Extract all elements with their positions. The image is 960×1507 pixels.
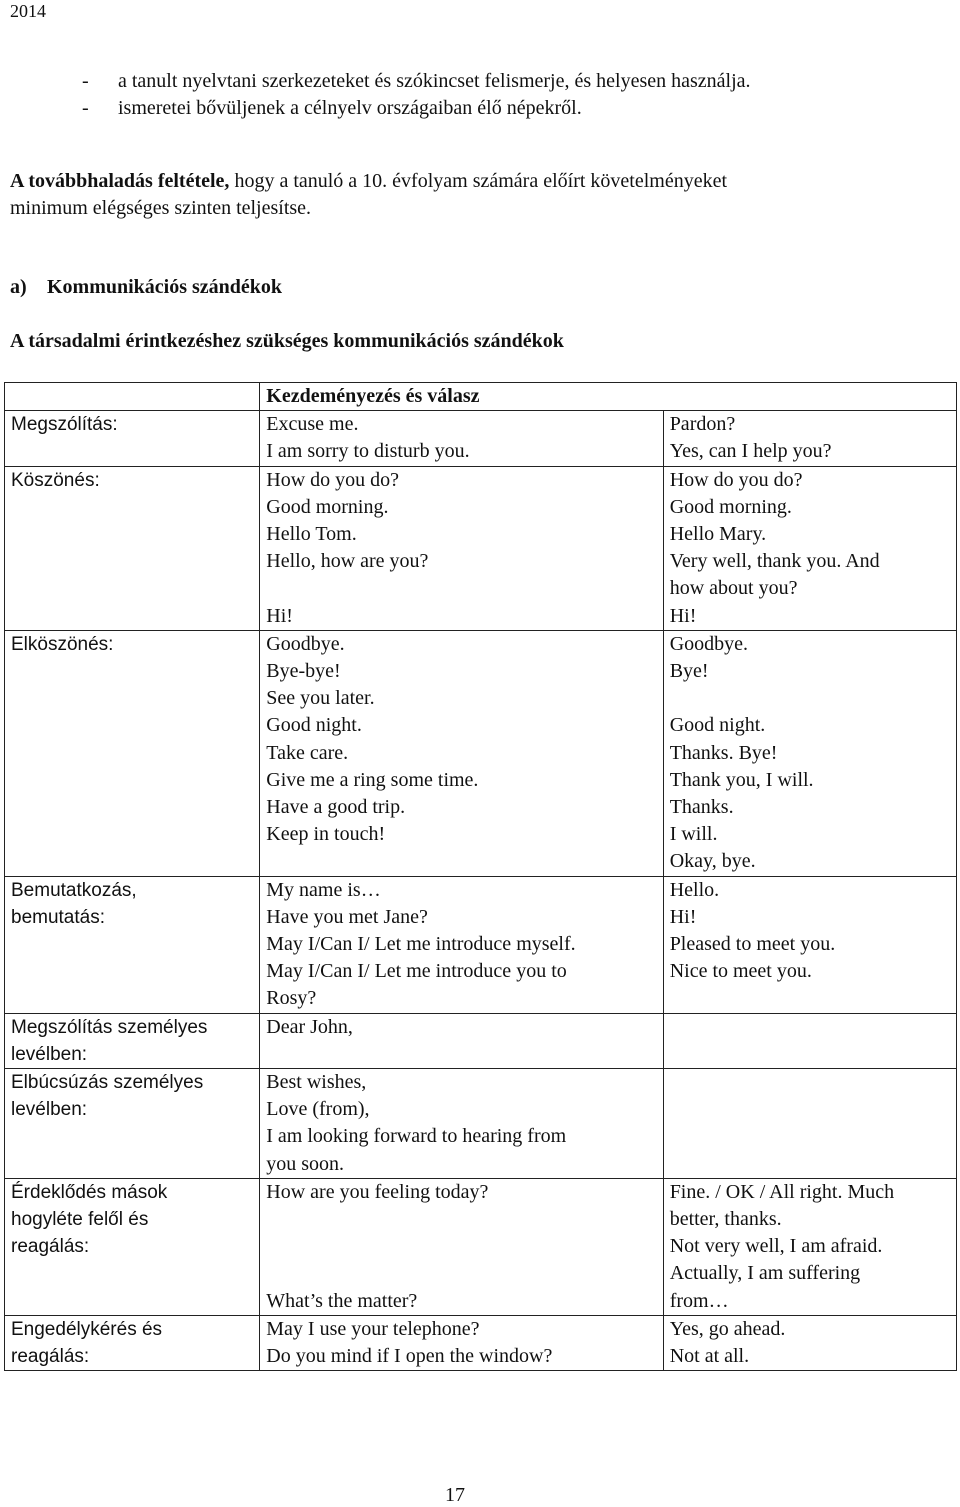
intent-label-cell <box>5 466 260 630</box>
table-row <box>5 1013 957 1068</box>
response-cell <box>663 1178 956 1315</box>
response-line: Yes, can I help you? <box>669 440 832 463</box>
initiation-cell <box>260 1013 663 1068</box>
initiation-line: Goodbye. <box>266 632 345 655</box>
response-cell <box>663 630 956 876</box>
response-line: Good night. <box>669 714 766 737</box>
initiation-line: Do you mind if I open the window? <box>266 1345 553 1368</box>
response-line: Very well, thank you. And <box>669 550 880 573</box>
bullet-dash: - <box>82 70 89 92</box>
table-header-row <box>5 383 957 411</box>
initiation-line: Best wishes, <box>266 1071 367 1094</box>
initiation-cell <box>260 876 663 1013</box>
initiation-line: What’s the matter? <box>266 1289 418 1312</box>
initiation-line: Take care. <box>266 741 349 764</box>
requirement-text-1: hogy a tanuló a 10. évfolyam számára előírt követelményeket <box>229 170 728 192</box>
intent-label-line: Érdeklődés mások <box>11 1181 168 1203</box>
initiation-line: Good morning. <box>266 495 389 518</box>
section-number: a) <box>10 276 27 298</box>
initiation-line: Bye-bye! <box>266 660 341 683</box>
intent-label-cell <box>5 1069 260 1179</box>
response-line: Hi! <box>669 604 697 627</box>
initiation-line: Keep in touch! <box>266 823 386 846</box>
response-line: Good morning. <box>669 495 792 518</box>
initiation-line <box>266 848 656 875</box>
initiation-cell <box>260 1069 663 1179</box>
table-row <box>5 411 957 466</box>
initiation-line: May I/Can I/ Let me introduce you to <box>266 960 567 983</box>
initiation-cell <box>260 1178 663 1315</box>
requirement-text-2: minimum elégséges szinten teljesítse. <box>10 197 312 219</box>
intent-label-line: reagálás: <box>11 1346 90 1368</box>
intent-label-line: bemutatás: <box>11 906 105 928</box>
initiation-line <box>266 1260 656 1287</box>
intent-label-line: Megszólítás: <box>11 414 118 436</box>
initiation-line <box>266 1206 656 1233</box>
intent-label-line: Elbúcsúzás személyes <box>11 1072 204 1094</box>
section-subtitle: A társadalmi érintkezéshez szükséges kommunikációs szándékok <box>10 330 564 352</box>
initiation-line: Hello Tom. <box>266 523 357 546</box>
intent-label-line: Elköszönés: <box>11 633 114 655</box>
initiation-cell <box>260 630 663 876</box>
table-header-cell <box>260 383 957 411</box>
intent-label-cell <box>5 411 260 466</box>
response-cell <box>663 411 956 466</box>
initiation-line <box>266 1233 656 1260</box>
intent-label-cell <box>5 876 260 1013</box>
response-line: Actually, I am suffering <box>669 1262 861 1285</box>
response-line: Goodbye. <box>669 632 749 655</box>
initiation-line: Hi! <box>266 604 293 627</box>
response-line: Thanks. Bye! <box>669 741 778 764</box>
initiation-line: I am sorry to disturb you. <box>266 440 470 463</box>
section-title: Kommunikációs szándékok <box>47 276 283 298</box>
initiation-line: Dear John, <box>266 1015 353 1038</box>
response-line: Not at all. <box>669 1345 750 1368</box>
list-item-text: a tanult nyelvtani szerkezeteket és szókincset felismerje, és helyesen használja. <box>118 70 751 92</box>
intent-label-line: levélben: <box>11 1043 88 1065</box>
initiation-line: Good night. <box>266 714 362 737</box>
list-item <box>82 95 751 122</box>
intent-label-line: Bemutatkozás, <box>11 879 137 901</box>
initiation-line: you soon. <box>266 1152 345 1175</box>
table-row <box>5 1069 957 1179</box>
table-row <box>5 466 957 630</box>
initiation-cell <box>260 466 663 630</box>
initiation-line: How do you do? <box>266 468 400 491</box>
initiation-cell <box>260 1315 663 1370</box>
response-line: Okay, bye. <box>669 850 756 873</box>
response-line: from… <box>669 1289 729 1312</box>
initiation-line: Excuse me. <box>266 413 359 436</box>
response-cell <box>663 1069 956 1179</box>
intent-label-line: Megszólítás személyes <box>11 1016 208 1038</box>
intent-label-cell <box>5 1013 260 1068</box>
initiation-line <box>266 575 656 602</box>
bullet-dash: - <box>82 97 89 119</box>
response-line: How do you do? <box>669 468 803 491</box>
initiation-line: I am looking forward to hearing from <box>266 1125 567 1148</box>
initiation-line: Love (from), <box>266 1098 370 1121</box>
initiation-line: How are you feeling today? <box>266 1180 489 1203</box>
table-row <box>5 630 957 876</box>
initiation-line: Have you met Jane? <box>266 905 428 928</box>
intent-label-line: reagálás: <box>11 1236 90 1258</box>
table-header: Kezdeményezés és válasz <box>266 385 480 407</box>
section-heading <box>10 274 282 301</box>
response-line: Bye! <box>669 660 709 683</box>
response-line: Nice to meet you. <box>669 960 812 983</box>
initiation-line: May I use your telephone? <box>266 1317 480 1340</box>
table-row <box>5 1315 957 1370</box>
table-row <box>5 1178 957 1315</box>
response-line: better, thanks. <box>669 1208 782 1231</box>
header-year: 2014 <box>10 1 46 21</box>
response-cell <box>663 1315 956 1370</box>
initiation-line: Have a good trip. <box>266 796 406 819</box>
response-line: I will. <box>669 823 718 846</box>
header-empty-cell <box>5 383 260 411</box>
initiation-line: Hello, how are you? <box>266 550 429 573</box>
response-line: Yes, go ahead. <box>669 1317 786 1340</box>
intent-label-line: Köszönés: <box>11 469 100 491</box>
intent-label-line: Engedélykérés és <box>11 1318 163 1340</box>
requirement-paragraph <box>10 168 910 222</box>
response-cell <box>663 1013 956 1068</box>
response-line: Pardon? <box>669 413 736 436</box>
initiation-line: May I/Can I/ Let me introduce myself. <box>266 933 576 956</box>
initiation-line: See you later. <box>266 687 375 710</box>
response-line: Pleased to meet you. <box>669 933 836 956</box>
response-line: Hello Mary. <box>669 523 767 546</box>
intent-label-cell <box>5 630 260 876</box>
response-line: Thank you, I will. <box>669 768 814 791</box>
page-number: 17 <box>445 1484 465 1506</box>
list-item-text: ismeretei bővüljenek a célnyelv országaiban élő népekről. <box>118 97 582 119</box>
response-line: Hi! <box>669 905 697 928</box>
response-line: Thanks. <box>669 796 734 819</box>
intent-label-cell <box>5 1315 260 1370</box>
table-row <box>5 876 957 1013</box>
communication-table <box>4 382 957 1371</box>
intent-label-line: hogyléte felől és <box>11 1209 149 1231</box>
response-cell <box>663 876 956 1013</box>
initiation-cell <box>260 411 663 466</box>
intent-label-line: levélben: <box>11 1099 88 1121</box>
intent-label-cell <box>5 1178 260 1315</box>
list-item <box>82 68 751 95</box>
response-line: Not very well, I am afraid. <box>669 1235 883 1258</box>
response-cell <box>663 466 956 630</box>
requirement-bold: A továbbhaladás feltétele, <box>10 170 230 192</box>
initiation-line: Rosy? <box>266 987 317 1010</box>
response-line: how about you? <box>669 577 798 600</box>
initiation-line: My name is… <box>266 878 381 901</box>
initiation-line: Give me a ring some time. <box>266 768 479 791</box>
objectives-list <box>82 68 751 122</box>
response-line <box>670 685 950 712</box>
response-line: Fine. / OK / All right. Much <box>669 1180 895 1203</box>
response-line: Hello. <box>669 878 720 901</box>
